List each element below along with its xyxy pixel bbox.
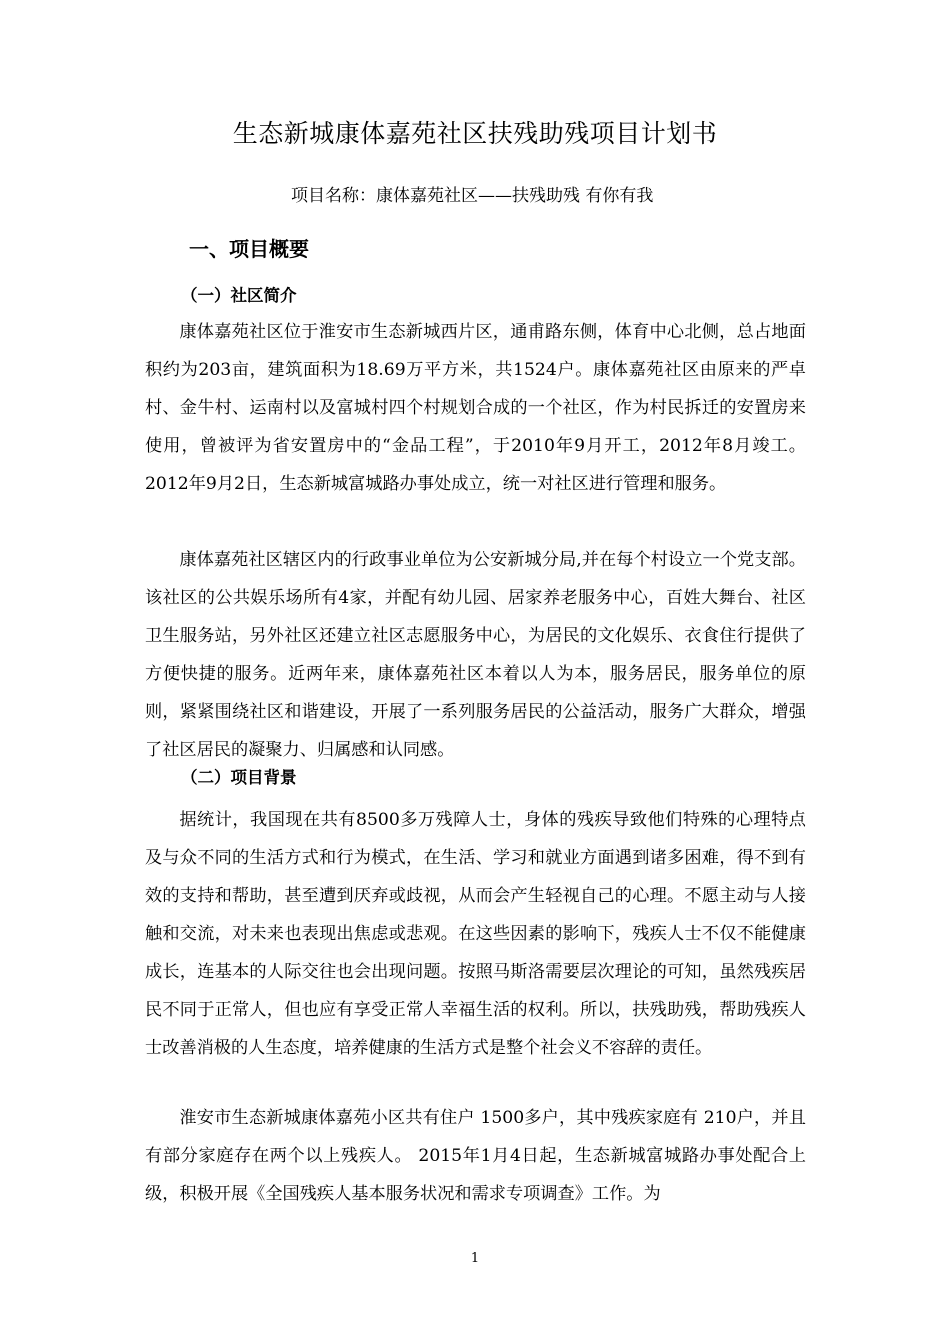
subsection-heading-project-background: （二）项目背景 xyxy=(181,768,297,787)
paragraph-community-services: 康体嘉苑社区辖区内的行政事业单位为公安新城分局,并在每个村设立一个党支部。该社区的公共娱乐场所有4家，并配有幼儿园、居家养老服务中心，百姓大舞台、社区卫生服务站，另外社区还建立社区志愿服务中心，为居民的文化娱乐、衣食住行提供了方便快捷的服务。近两年来，康体嘉苑社区本着以人为本，服务居民，服务单位的原则，紧紧围绕社区和谐建设，开展了一系列服务居民的公益活动，服务广大群众，增强了社区居民的凝聚力、归属感和认同感。 xyxy=(145,550,806,760)
subsection-heading-community-intro: （一）社区简介 xyxy=(181,286,297,305)
document-title: 生态新城康体嘉苑社区扶残助残项目计划书 xyxy=(232,119,718,148)
project-name-line: 项目名称：康体嘉苑社区——扶残助残 有你有我 xyxy=(291,186,654,206)
page-number: 1 xyxy=(470,1251,480,1266)
section-heading-overview: 一、项目概要 xyxy=(189,237,309,261)
paragraph-background-local: 淮安市生态新城康体嘉苑小区共有住户 1500多户，其中残疾家庭有 210户，并且有部分家庭存在两个以上残疾人。 2015年1月4日起，生态新城富城路办事处配合上级，积极开展《全国残疾人基本服务状况和需求专项调查》工作。为 xyxy=(145,1108,806,1204)
paragraph-community-location: 康体嘉苑社区位于淮安市生态新城西片区，通甫路东侧，体育中心北侧，总占地面积约为203亩，建筑面积为18.69万平方米，共1524户。康体嘉苑社区由原来的严卓村、金牛村、运南村以及富城村四个村规划合成的一个社区，作为村民拆迁的安置房来使用，曾被评为省安置房中的“金品工程”，于2010年9月开工，2012年8月竣工。2012年9月2日，生态新城富城路办事处成立，统一对社区进行管理和服务。 xyxy=(145,322,806,494)
paragraph-background-statistics: 据统计，我国现在共有8500多万残障人士，身体的残疾导致他们特殊的心理特点及与众不同的生活方式和行为模式，在生活、学习和就业方面遇到诸多困难，得不到有效的支持和帮助，甚至遭到厌弃或歧视，从而会产生轻视自己的心理。不愿主动与人接触和交流，对未来也表现出焦虑或悲观。在这些因素的影响下，残疾人士不仅不能健康成长，连基本的人际交往也会出现问题。按照马斯洛需要层次理论的可知，虽然残疾居民不同于正常人，但也应有享受正常人幸福生活的权利。所以，扶残助残，帮助残疾人士改善消极的人生态度，培养健康的生活方式是整个社会义不容辞的责任。 xyxy=(145,810,806,1058)
